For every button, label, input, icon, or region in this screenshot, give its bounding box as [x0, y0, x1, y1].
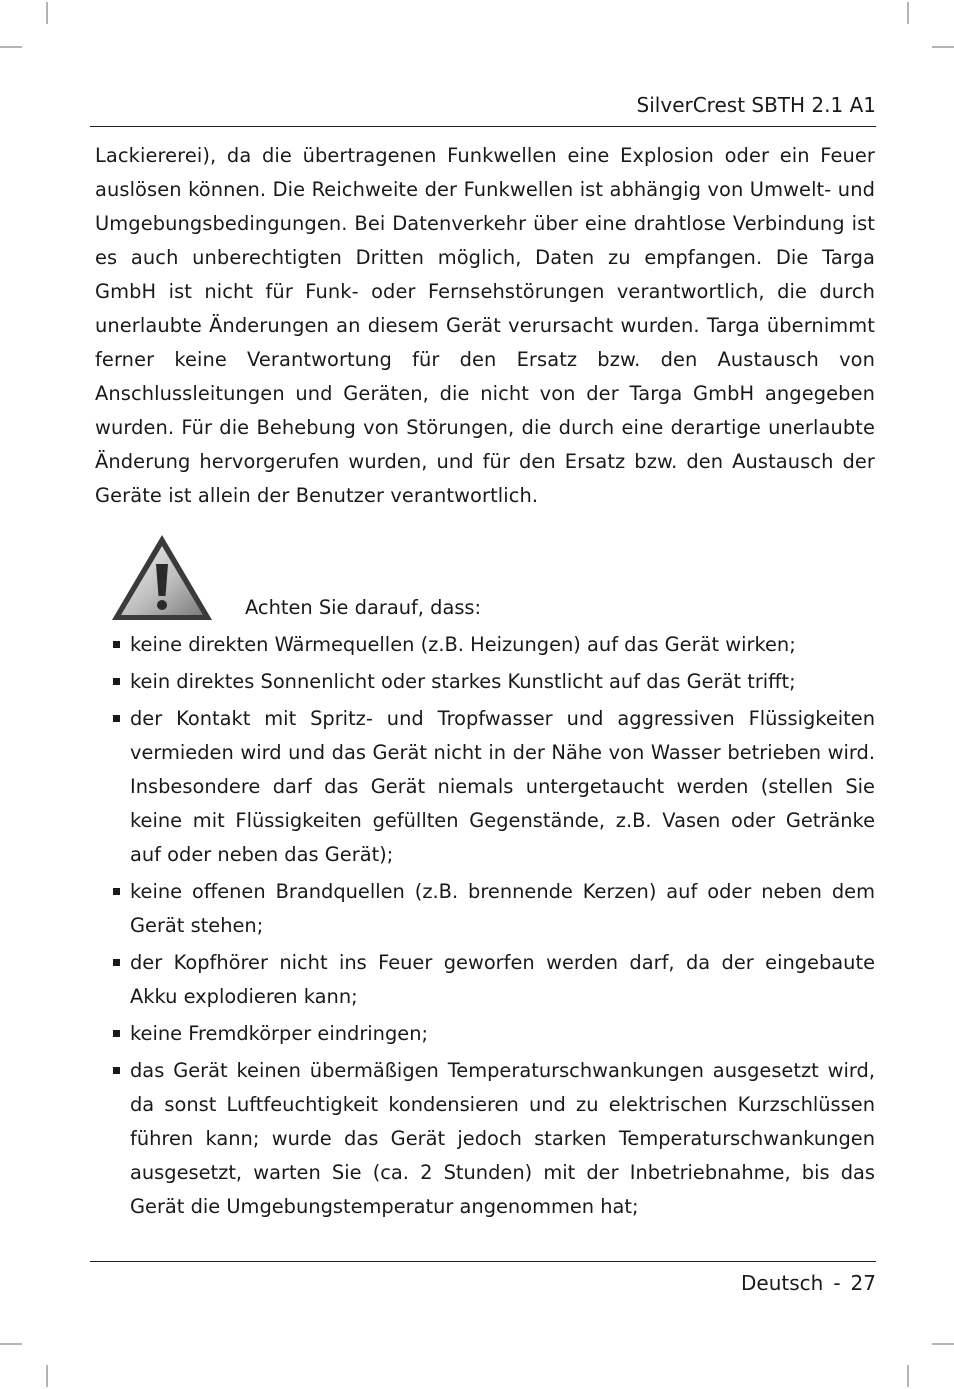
crop-mark: [907, 2, 909, 24]
footer-language: Deutsch: [741, 1271, 824, 1295]
page-number: 27: [850, 1271, 876, 1295]
list-item: [112, 1017, 875, 1051]
footer-separator: -: [833, 1271, 841, 1295]
bullet-square-icon: [113, 678, 120, 685]
warning-triangle-icon: [109, 532, 215, 624]
list-item: [112, 875, 875, 943]
list-item-text: der Kontakt mit Spritz- und Tropfwasser und aggressiven Flüssigkeiten vermieden wird und das Gerät nicht in der Nähe von Wasser betrieben wird. Insbesondere darf das Gerät niemals untergetaucht werden (stellen Sie keine mit Flüssigkeiten gefüllten Gegenstände, z.B. Vasen oder Getränke auf oder neben das Gerät);: [130, 707, 875, 866]
list-item: [112, 665, 875, 699]
list-item: [112, 1054, 875, 1224]
crop-mark: [46, 2, 48, 24]
list-item-text: der Kopfhörer nicht ins Feuer geworfen werden darf, da der eingebaute Akku explodieren kann;: [130, 951, 875, 1008]
crop-mark: [0, 1343, 22, 1345]
crop-mark: [907, 1365, 909, 1387]
crop-mark: [932, 1343, 954, 1345]
crop-mark: [46, 1365, 48, 1387]
page-footer: [90, 1268, 876, 1298]
warning-lead: Achten Sie darauf, dass:: [245, 596, 482, 619]
crop-mark: [932, 46, 954, 48]
bullet-square-icon: [113, 959, 120, 966]
bullet-square-icon: [113, 641, 120, 648]
bullet-square-icon: [113, 888, 120, 895]
footer-divider: [90, 1261, 876, 1262]
header-divider: [90, 126, 876, 127]
list-item-text: kein direktes Sonnenlicht oder starkes Kunstlicht auf das Gerät trifft;: [130, 670, 796, 693]
list-item-text: keine offenen Brandquellen (z.B. brennende Kerzen) auf oder neben dem Gerät stehen;: [130, 880, 875, 937]
bullet-square-icon: [113, 1030, 120, 1037]
list-item-text: das Gerät keinen übermäßigen Temperaturschwankungen ausgesetzt wird, da sonst Luftfeuchtigkeit kondensieren und zu elektrischen Kurzschlüssen führen kann; wurde das Gerät jedoch starken Temperaturschwankungen ausgesetzt, warten Sie (ca. 2 Stunden) mit der Inbetriebnahme, bis das Gerät die Umgebungstemperatur angenommen hat;: [130, 1059, 875, 1218]
list-item-text: keine direkten Wärmequellen (z.B. Heizungen) auf das Gerät wirken;: [130, 633, 796, 656]
warning-list: [112, 628, 875, 1227]
bullet-square-icon: [113, 1067, 120, 1074]
list-item-text: keine Fremdkörper eindringen;: [130, 1022, 429, 1045]
list-item: [112, 946, 875, 1014]
crop-mark: [0, 46, 22, 48]
list-item: [112, 702, 875, 872]
page-header: SilverCrest SBTH 2.1 A1: [636, 93, 876, 117]
intro-paragraph: Lackiererei), da die übertragenen Funkwellen eine Explosion oder ein Feuer auslösen können. Die Reichweite der Funkwellen ist abhängig von Umwelt- und Umgebungsbedingungen. Bei Datenverkehr über eine drahtlose Verbindung ist es auch unberechtigten Dritten möglich, Daten zu empfangen. Die Targa GmbH ist nicht für Funk- oder Fernsehstörungen verantwortlich, die durch unerlaubte Änderungen an diesem Gerät verursacht wurden. Targa übernimmt ferner keine Verantwortung für den Ersatz bzw. den Austausch von Anschlussleitungen und Geräten, die nicht von der Targa GmbH angegeben wurden. Für die Behebung von Störungen, die durch eine derartige unerlaubte Änderung hervorgerufen wurden, und für den Ersatz bzw. den Austausch der Geräte ist allein der Benutzer verantwortlich.: [95, 144, 875, 507]
bullet-square-icon: [113, 715, 120, 722]
list-item: [112, 628, 875, 662]
